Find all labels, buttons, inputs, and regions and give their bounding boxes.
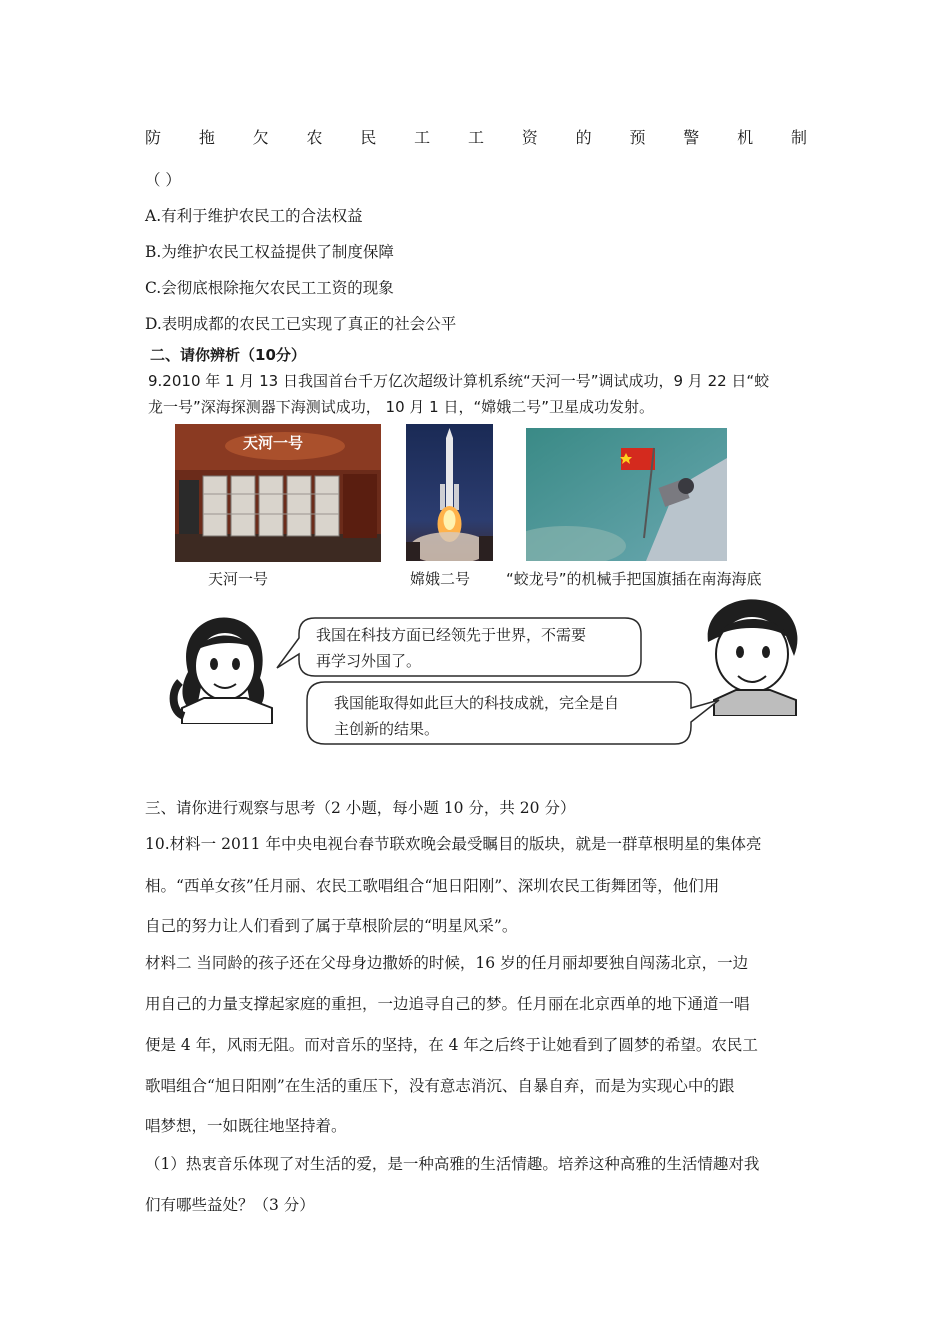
question-9-line-2: 龙一号”深海探测器下海测试成功， 10 月 1 日，“嫦娥二号”卫星成功发射。 — [148, 398, 655, 416]
stem-char: 工 — [467, 128, 484, 147]
caption-jiaolong: “蛟龙号”的机械手把国旗插在南海海底 — [506, 570, 762, 588]
stem-char: 拖 — [198, 128, 215, 147]
q10-line: 自己的努力让人们看到了属于草根阶层的“明星风采”。 — [145, 917, 518, 935]
bubble-2-line-2: 主创新的结果。 — [334, 720, 440, 738]
stem-char: 农 — [306, 128, 323, 147]
bubble-2-line-1: 我国能取得如此巨大的科技成就，完全是自 — [334, 694, 620, 712]
q10-line: 相。“西单女孩”任月丽、农民工歌唱组合“旭日阳刚”、深圳农民工街舞团等，他们用 — [145, 877, 720, 895]
bubble-1-line-2: 再学习外国了。 — [316, 652, 422, 670]
stem-char: 工 — [414, 128, 431, 147]
material-2-line: 材料二 当同龄的孩子还在父母身边撒娇的时候，16 岁的任月丽却要独自闯荡北京，一边 — [145, 954, 749, 972]
stem-char: 警 — [683, 128, 700, 147]
option-d: D.表明成都的农民工已实现了真正的社会公平 — [145, 315, 457, 333]
stem-char: 欠 — [252, 128, 269, 147]
material-2-line: 唱梦想，一如既往地坚持着。 — [145, 1117, 347, 1135]
sub-question-1-line: 们有哪些益处？（3 分） — [145, 1196, 315, 1214]
bubble-1-line-1: 我国在科技方面已经领先于世界，不需要 — [316, 626, 587, 644]
tianhe-sign: 天河一号 — [243, 434, 304, 452]
option-c: C.会彻底根除拖欠农民工工资的现象 — [145, 279, 394, 297]
material-2-line: 便是 4 年，风雨无阻。而对音乐的坚持，在 4 年之后终于让她看到了圆梦的希望。农民工 — [145, 1036, 758, 1054]
question-9-line-1: 9.2010 年 1 月 13 日我国首台千万亿次超级计算机系统“天河一号”调试成功，9 月 22 日“蛟 — [148, 372, 770, 390]
jiaolong-photo — [526, 428, 727, 561]
stem-char: 的 — [575, 128, 592, 147]
stem-char: 预 — [629, 128, 646, 147]
sub-question-1-line: （1）热衷音乐体现了对生活的爱，是一种高雅的生活情趣。培养这种高雅的生活情趣对我 — [145, 1155, 760, 1173]
section-3-title: 三、请你进行观察与思考（2 小题，每小题 10 分，共 20 分） — [145, 799, 576, 817]
stem-char: 制 — [790, 128, 807, 147]
tianhe-photo — [175, 424, 381, 562]
caption-tianhe: 天河一号 — [208, 570, 269, 588]
stem-char: 防 — [145, 128, 162, 147]
option-b: B.为维护农民工权益提供了制度保障 — [145, 243, 394, 261]
stem-char: 民 — [360, 128, 377, 147]
question-stem — [145, 125, 807, 148]
answer-bracket: （ ） — [145, 171, 181, 189]
stem-char: 机 — [737, 128, 754, 147]
material-2-line: 用自己的力量支撑起家庭的重担，一边追寻自己的梦。任月丽在北京西单的地下通道一唱 — [145, 995, 750, 1013]
material-2-line: 歌唱组合“旭日阳刚”在生活的重压下，没有意志消沉、自暴自弃，而是为实现心中的跟 — [145, 1077, 735, 1095]
stem-char: 资 — [521, 128, 538, 147]
option-a: A.有利于维护农民工的合法权益 — [145, 207, 363, 225]
rocket-photo — [406, 424, 493, 561]
q10-line: 10.材料一 2011 年中央电视台春节联欢晚会最受瞩目的版块，就是一群草根明星的集体亮 — [145, 835, 762, 853]
caption-change: 嫦娥二号 — [410, 570, 471, 588]
section-title: 二、请你辨析（10分） — [150, 346, 306, 364]
